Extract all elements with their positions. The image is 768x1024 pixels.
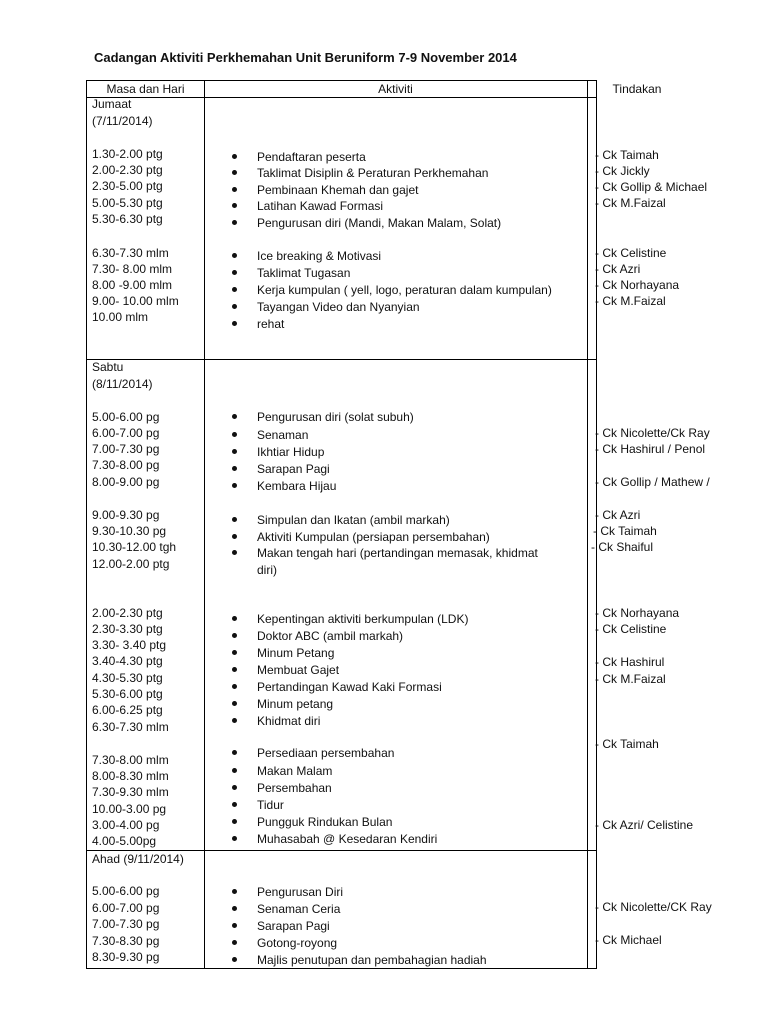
time-slot: 5.00-6.00 pg: [92, 884, 160, 898]
activity-item: Aktiviti Kumpulan (persiapan persembahan): [257, 530, 490, 544]
time-slot: 1.30-2.00 ptg: [92, 147, 163, 161]
activity-item: Simpulan dan Ikatan (ambil markah): [257, 513, 450, 527]
activity-item: Pendaftaran peserta: [257, 150, 366, 164]
time-slot: 7.30-8.30 pg: [92, 934, 160, 948]
activity-item: Gotong-royong: [257, 936, 338, 950]
activity-item: Ice breaking & Motivasi: [257, 249, 382, 263]
time-slot: 7.30-9.30 mlm: [92, 785, 169, 799]
time-slot: 6.00-6.25 ptg: [92, 703, 163, 717]
activity-item: Latihan Kawad Formasi: [257, 199, 384, 213]
activity-item: diri): [257, 563, 277, 577]
activity-item: Pengurusan Diri: [257, 885, 344, 899]
activity-item: Pembinaan Khemah dan gajet: [257, 183, 419, 197]
action-person: - Ck Celistine: [595, 246, 667, 260]
time-slot: 2.30-3.30 ptg: [92, 622, 163, 636]
activity-item: Tayangan Video dan Nyanyian: [257, 300, 420, 314]
time-slot: 3.30- 3.40 ptg: [92, 638, 167, 652]
action-person: - Ck Azri: [595, 262, 641, 276]
time-slot: 2.00-2.30 ptg: [92, 606, 163, 620]
action-person: - Ck Taimah: [595, 148, 659, 162]
time-slot: 8.00-9.00 pg: [92, 475, 160, 489]
activity-item: Makan tengah hari (pertandingan memasak, khidmat: [257, 546, 538, 560]
activity-item: Pengurusan diri (solat subuh): [257, 410, 414, 424]
activity-item: Kepentingan aktiviti berkumpulan (LDK): [257, 612, 469, 626]
header-aktiviti: Aktiviti: [378, 82, 413, 96]
time-slot: 5.30-6.00 ptg: [92, 687, 163, 701]
action-person: - Ck Michael: [595, 933, 662, 947]
activity-item: Makan Malam: [257, 764, 333, 778]
action-person: - Ck Norhayana: [595, 606, 680, 620]
time-slot: 7.30-8.00 pg: [92, 458, 160, 472]
action-person: - Ck Hashirul: [595, 655, 665, 669]
time-slot: 7.30- 8.00 mlm: [92, 262, 173, 276]
action-person: - Ck Jickly: [595, 164, 650, 178]
header-masa: Masa dan Hari: [106, 82, 185, 96]
activity-item: Khidmat diri: [257, 714, 321, 728]
time-slot: 4.00-5.00pg: [92, 834, 157, 848]
activity-item: Pertandingan Kawad Kaki Formasi: [257, 680, 442, 694]
activity-item: Doktor ABC (ambil markah): [257, 629, 404, 643]
activity-item: Taklimat Disiplin & Peraturan Perkhemahan: [257, 166, 489, 180]
activity-item: Tidur: [257, 798, 284, 812]
day-date: (8/11/2014): [92, 377, 153, 391]
action-person: - Ck Celistine: [595, 622, 667, 636]
activity-item: rehat: [257, 317, 285, 331]
column-divider: [587, 81, 588, 968]
time-slot: 5.00-5.30 ptg: [92, 196, 163, 210]
time-slot: 10.30-12.00 tgh: [92, 540, 177, 554]
action-person: - Ck Norhayana: [595, 278, 680, 292]
activity-item: Sarapan Pagi: [257, 919, 330, 933]
action-person: - Ck Azri: [595, 508, 641, 522]
time-slot: 8.00 -9.00 mlm: [92, 278, 173, 292]
action-person: - Ck M.Faizal: [595, 196, 666, 210]
time-slot: 6.00-7.00 pg: [92, 426, 160, 440]
column-divider: [204, 81, 205, 968]
action-person: - Ck Gollip / Mathew /: [595, 475, 710, 489]
activity-item: Ikhtiar Hidup: [257, 445, 325, 459]
activity-item: Persembahan: [257, 781, 332, 795]
action-person: - Ck Nicolette/CK Ray: [595, 900, 712, 914]
activity-item: Muhasabah @ Kesedaran Kendiri: [257, 832, 438, 846]
time-slot: 2.30-5.00 ptg: [92, 179, 163, 193]
day-date: (7/11/2014): [92, 114, 153, 128]
time-slot: 3.00-4.00 pg: [92, 818, 160, 832]
activity-item: Minum petang: [257, 697, 334, 711]
action-person: - Ck M.Faizal: [595, 294, 666, 308]
time-slot: 6.00-7.00 pg: [92, 901, 160, 915]
time-slot: 7.00-7.30 pg: [92, 442, 160, 456]
row-divider: [87, 359, 596, 360]
time-slot: 3.40-4.30 ptg: [92, 654, 163, 668]
time-slot: 8.30-9.30 pg: [92, 950, 160, 964]
activity-item: Senaman Ceria: [257, 902, 341, 916]
time-slot: 5.30-6.30 ptg: [92, 212, 163, 226]
time-slot: 7.00-7.30 pg: [92, 917, 160, 931]
time-slot: 8.00-8.30 mlm: [92, 769, 169, 783]
document-title: Cadangan Aktiviti Perkhemahan Unit Beruniform 7-9 November 2014: [94, 50, 517, 65]
activity-item: Persediaan persembahan: [257, 746, 395, 760]
time-slot: 5.00-6.00 pg: [92, 410, 160, 424]
time-slot: 7.30-8.00 mlm: [92, 753, 169, 767]
activity-item: Kerja kumpulan ( yell, logo, peraturan dalam kumpulan): [257, 283, 552, 297]
time-slot: 9.30-10.30 pg: [92, 524, 167, 538]
action-person: - Ck Hashirul / Penol: [595, 442, 706, 456]
action-person: - Ck Nicolette/Ck Ray: [595, 426, 710, 440]
activity-item: Minum Petang: [257, 646, 335, 660]
time-slot: 12.00-2.00 ptg: [92, 557, 170, 571]
action-person: - Ck Taimah: [595, 737, 659, 751]
activity-item: Pungguk Rindukan Bulan: [257, 815, 393, 829]
time-slot: 2.00-2.30 ptg: [92, 163, 163, 177]
time-slot: 6.30-7.30 mlm: [92, 720, 169, 734]
time-slot: 9.00- 10.00 mlm: [92, 294, 179, 308]
day-label: Jumaat: [92, 97, 132, 111]
activity-item: Kembara Hijau: [257, 479, 337, 493]
time-slot: 10.00-3.00 pg: [92, 802, 167, 816]
time-slot: 6.30-7.30 mlm: [92, 246, 169, 260]
activity-item: Pengurusan diri (Mandi, Makan Malam, Solat): [257, 216, 502, 230]
activity-item: Taklimat Tugasan: [257, 266, 351, 280]
header-tindakan: Tindakan: [612, 82, 662, 96]
action-person: - Ck M.Faizal: [595, 672, 666, 686]
time-slot: 10.00 mlm: [92, 310, 149, 324]
day-label: Ahad (9/11/2014): [92, 852, 184, 866]
activity-item: Majlis penutupan dan pembahagian hadiah: [257, 953, 487, 967]
activity-item: Membuat Gajet: [257, 663, 340, 677]
time-slot: 4.30-5.30 ptg: [92, 671, 163, 685]
time-slot: 9.00-9.30 pg: [92, 508, 160, 522]
day-label: Sabtu: [92, 360, 124, 374]
action-person: - Ck Azri/ Celistine: [595, 818, 694, 832]
activity-item: Sarapan Pagi: [257, 462, 330, 476]
action-person: - Ck Taimah: [593, 524, 657, 538]
activity-item: Senaman: [257, 428, 309, 442]
action-person: - Ck Gollip & Michael: [595, 180, 708, 194]
action-person: - Ck Shaiful: [591, 540, 654, 554]
row-divider: [87, 97, 596, 98]
